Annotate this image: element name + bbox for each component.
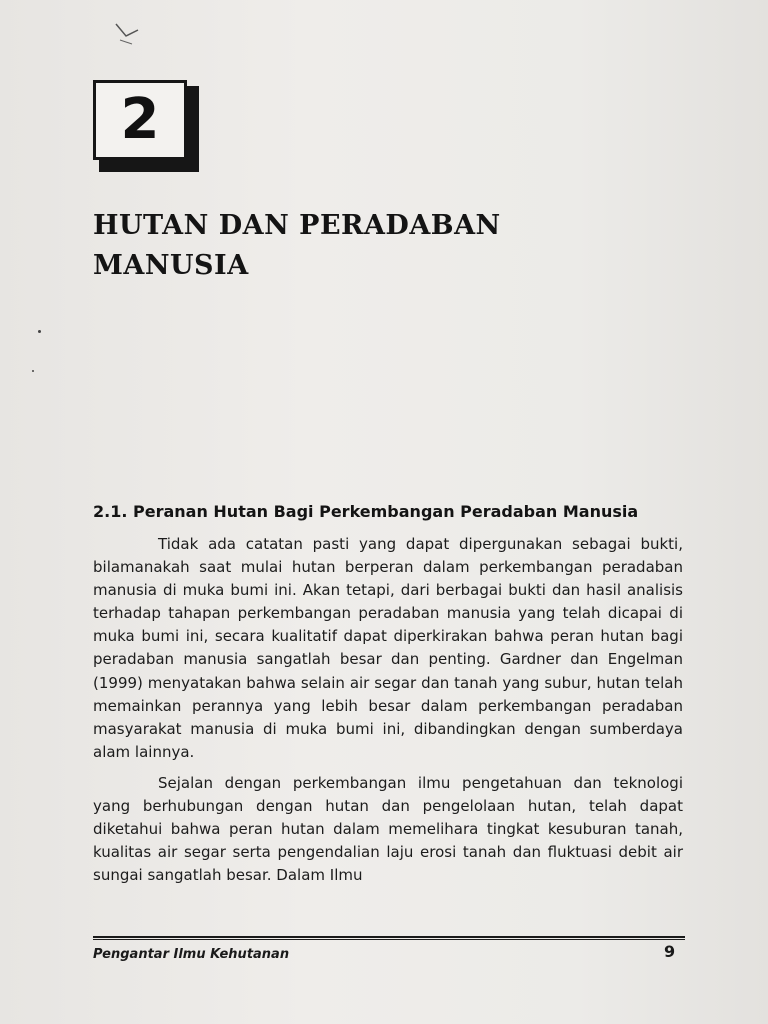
section-heading: 2.1. Peranan Hutan Bagi Perkembangan Peradaban Manusia	[93, 502, 639, 521]
paragraph-2: Sejalan dengan perkembangan ilmu pengetahuan dan teknologi yang berhubungan dengan hutan dan pengelolaan hutan, telah dapat diketahui bahwa peran hutan dalam memelihara tingkat kesuburan tanah, kualitas air segar serta pengendalian laju erosi tanah dan fluktuasi debit air sungai sangatlah besar. Dalam Ilmu	[93, 773, 683, 885]
chapter-number: 2	[120, 87, 160, 152]
paper-scratch-mark	[112, 20, 142, 48]
footer-rule	[93, 936, 685, 940]
chapter-title: HUTAN DAN PERADABAN MANUSIA	[93, 210, 501, 281]
footer-book-title: Pengantar Ilmu Kehutanan	[93, 947, 290, 962]
paper-speck	[38, 330, 41, 333]
page-number: 9	[664, 942, 676, 961]
chapter-number-box	[93, 80, 199, 172]
chapter-box-frame	[93, 80, 187, 160]
body-text	[93, 533, 683, 887]
paper-speck	[32, 370, 34, 372]
paragraph-1: Tidak ada catatan pasti yang dapat dipergunakan sebagai bukti, bilamanakah saat mulai hutan berperan dalam perkembangan peradaban manusia di muka bumi ini. Akan tetapi, dari berbagai bukti dan hasil analisis terhadap tahapan perkembangan peradaban manusia yang telah dicapai di muka bumi ini, secara kualitatif dapat diperkirakan bahwa peran hutan bagi peradaban manusia sangatlah besar dan penting. Gardner dan Engelman (1999) menyatakan bahwa selain air segar dan tanah yang subur, hutan telah memainkan perannya yang lebih besar dalam perkembangan peradaban masyarakat manusia di muka bumi ini, dibandingkan dengan sumberdaya alam lainnya.	[93, 535, 683, 761]
